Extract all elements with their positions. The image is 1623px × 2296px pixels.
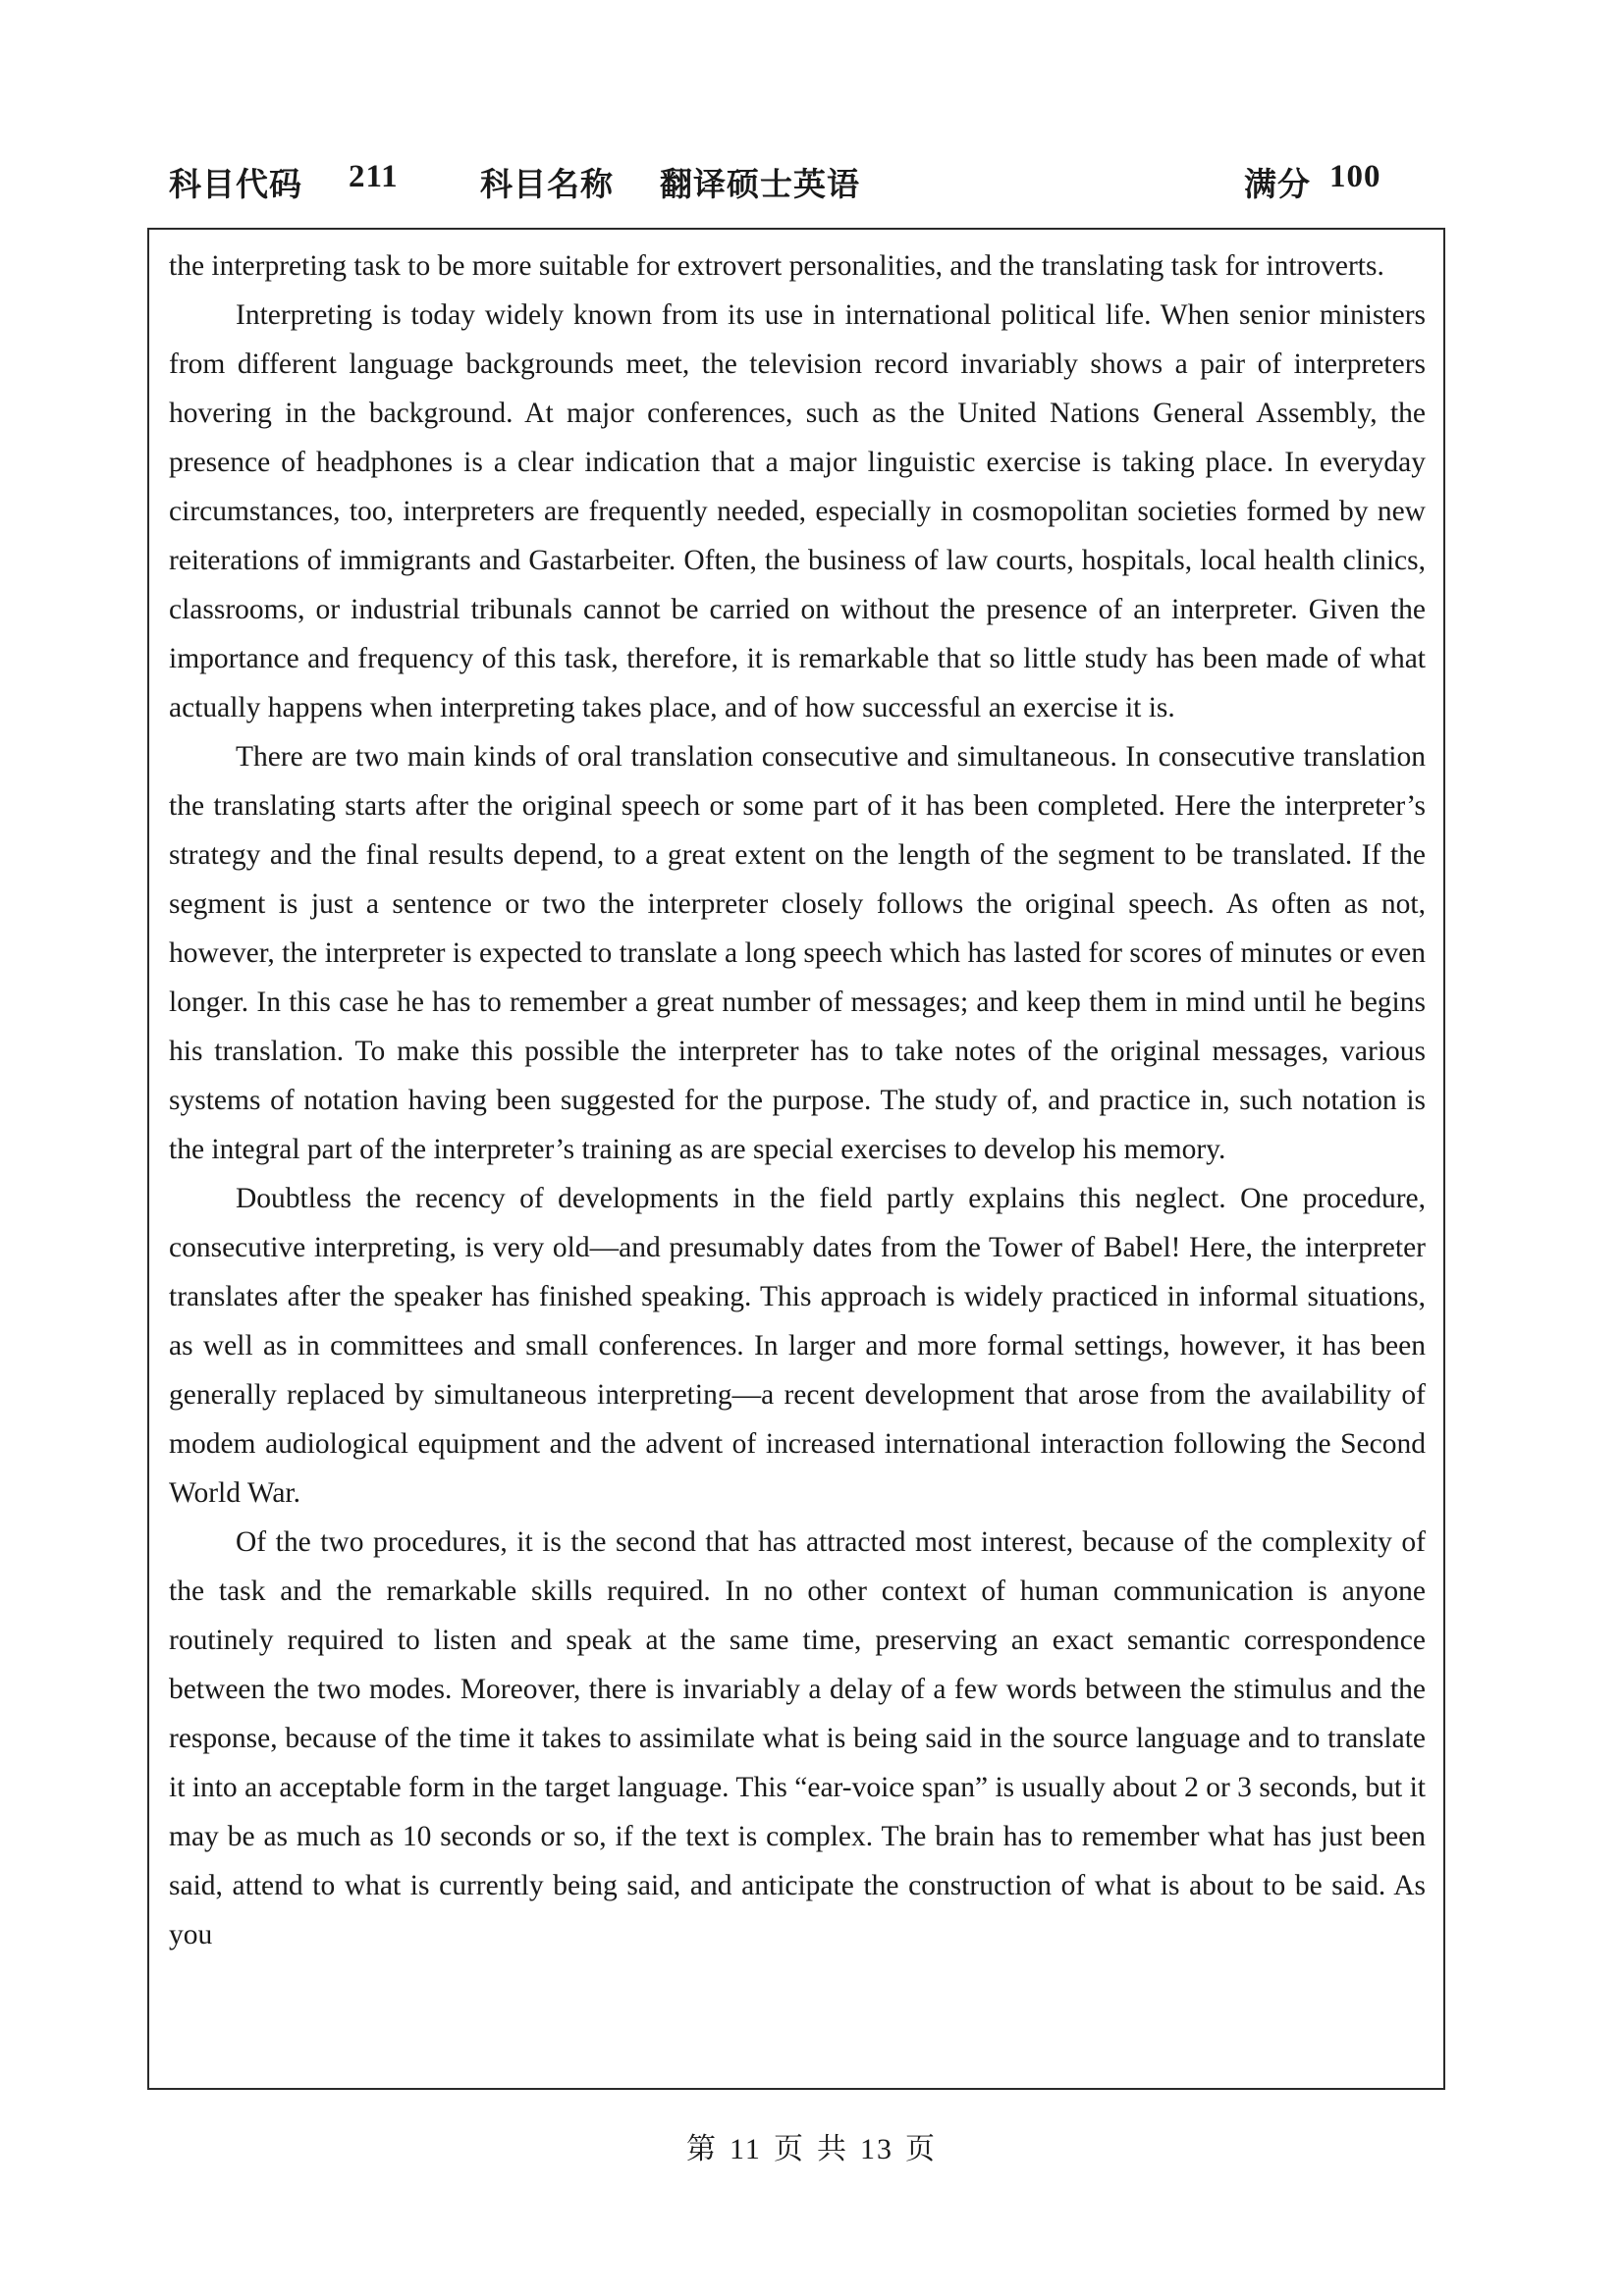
exam-header xyxy=(169,159,1386,210)
paragraph: There are two main kinds of oral translation consecutive and simultaneous. In consecutive translation the translating starts after the original speech or some part of it has been completed. Here the interpreter’s strategy and the final results depend, to a great extent on the length of the segment to be translated. If the segment is just a sentence or two the interpreter closely follows the original speech. As often as not, however, the interpreter is expected to translate a long speech which has lasted for scores of minutes or even longer. In this case he has to remember a great number of messages; and keep them in mind until he begins his translation. To make this possible the interpreter has to take notes of the original messages, various systems of notation having been suggested for the purpose. The study of, and practice in, such notation is the integral part of the interpreter’s training as are special exercises to develop his memory. xyxy=(169,741,1426,1165)
passage-body xyxy=(169,241,1426,1959)
full-score: 100 xyxy=(1329,159,1381,194)
paragraph: Interpreting is today widely known from its use in international political life. When senior ministers from different language backgrounds meet, the television record invariably shows a pair of interpreters hovering in the background. At major conferences, such as the United Nations General Assembly, the presence of headphones is a clear indication that a major linguistic exercise is taking place. In everyday circumstances, too, interpreters are frequently needed, especially in cosmopolitan societies formed by new reiterations of immigrants and Gastarbeiter. Often, the business of law courts, hospitals, local health clinics, classrooms, or industrial tribunals cannot be carried on without the presence of an interpreter. Given the importance and frequency of this task, therefore, it is remarkable that so little study has been made of what actually happens when interpreting takes place, and of how successful an exercise it is. xyxy=(169,299,1426,723)
subject-name: 翻译硕士英语 xyxy=(660,168,860,203)
paragraph-continued: the interpreting task to be more suitable for extrovert personalities, and the translating task for introverts. xyxy=(169,250,1384,282)
page-suffix: 页 xyxy=(904,2133,937,2165)
page-number xyxy=(0,2124,1623,2167)
page-prefix: 第 xyxy=(686,2133,719,2165)
paragraph: Of the two procedures, it is the second that has attracted most interest, because of the complexity of the task and the remarkable skills required. In no other context of human communication is anyone routinely required to listen and speak at the same time, preserving an exact semantic correspondence between the two modes. Moreover, there is invariably a delay of a few words between the stimulus and the response, because of the time it takes to assimilate what is being said in the source language and to translate it into an acceptable form in the target language. This “ear-voice span” is usually about 2 or 3 seconds, but it may be as much as 10 seconds or so, if the text is complex. The brain has to remember what has just been said, attend to what is currently being said, and anticipate the construction of what is about to be said. As you xyxy=(169,1526,1426,1950)
total-pages: 13 xyxy=(859,2133,893,2165)
page-word: 页 xyxy=(773,2133,805,2165)
text-frame xyxy=(147,228,1445,2090)
subject-code: 211 xyxy=(349,159,399,194)
subject-code-label: 科目代码 xyxy=(169,168,302,203)
paragraph: Doubtless the recency of developments in the field partly explains this neglect. One procedure, consecutive interpreting, is very old—and presumably dates from the Tower of Babel! Here, the interpreter translates after the speaker has finished speaking. This approach is widely practiced in informal situations, as well as in committees and small conferences. In larger and more formal settings, however, it has been generally replaced by simultaneous interpreting—a recent development that arose from the availability of modem audiological equipment and the advent of increased international interaction following the Second World War. xyxy=(169,1183,1426,1509)
total-word: 共 xyxy=(816,2133,848,2165)
current-page: 11 xyxy=(730,2133,762,2165)
subject-name-label: 科目名称 xyxy=(480,168,614,203)
full-score-label: 满分 xyxy=(1244,168,1311,203)
